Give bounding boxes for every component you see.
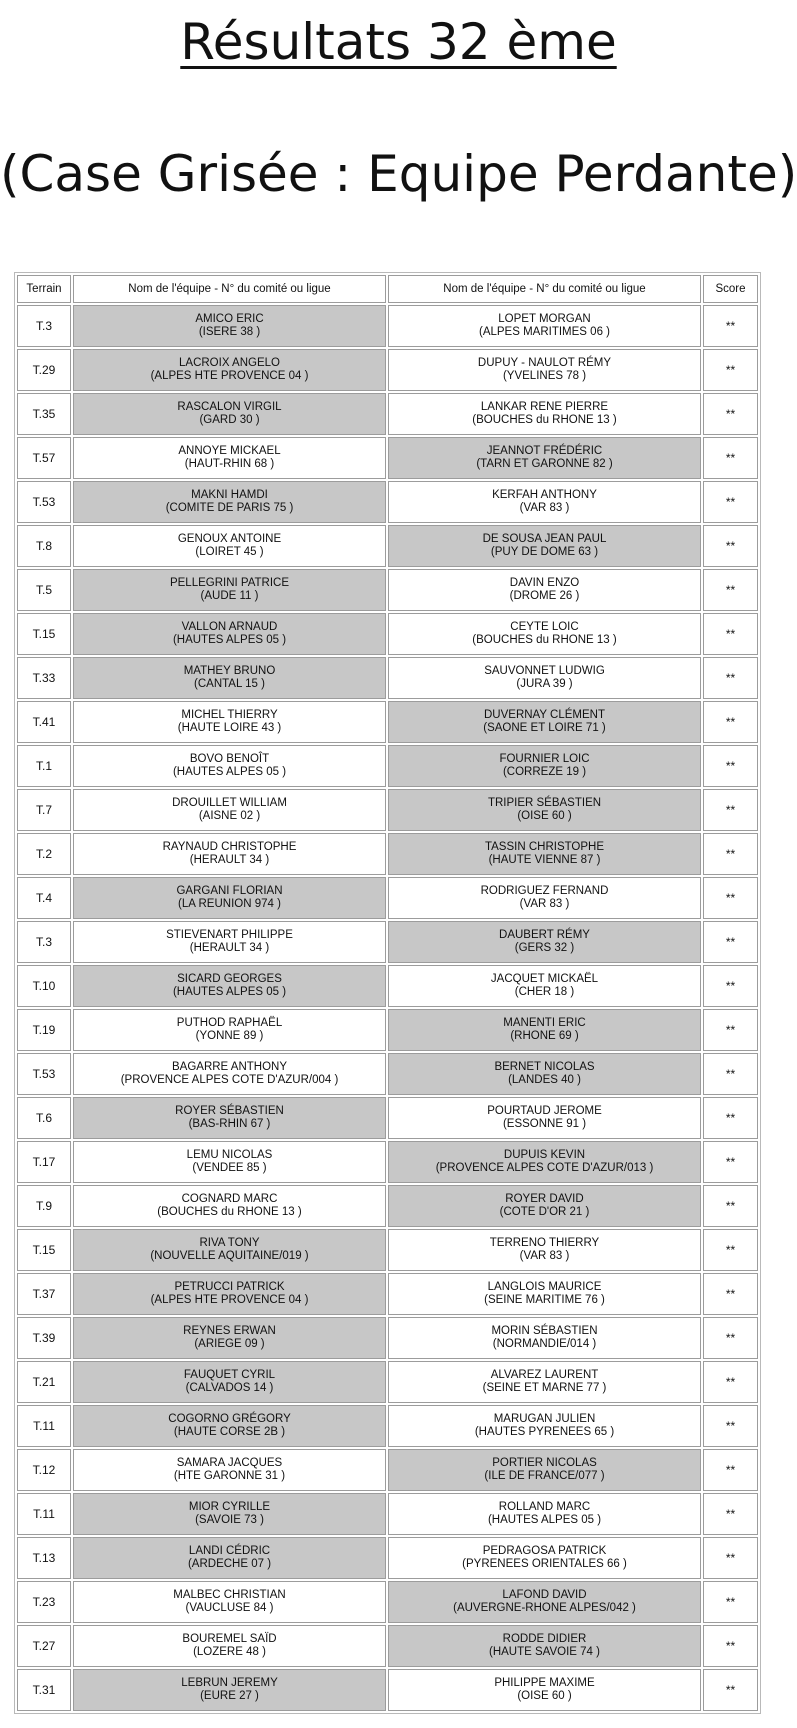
table-row [17, 437, 758, 479]
team1-cell [73, 305, 386, 347]
team1-cell [73, 1141, 386, 1183]
team-name: LEMU NICOLAS [186, 1149, 273, 1161]
table-row [17, 1141, 758, 1183]
team-committee: (GERS 32 ) [514, 942, 575, 954]
team-committee: (HTE GARONNE 31 ) [173, 1470, 286, 1482]
court-cell: T.13 [17, 1537, 71, 1579]
court-cell: T.35 [17, 393, 71, 435]
team-name: SAUVONNET LUDWIG [484, 665, 605, 677]
table-row [17, 1273, 758, 1315]
team1-cell [73, 1537, 386, 1579]
page-subtitle: (Case Grisée : Equipe Perdante) [0, 145, 797, 203]
team-name: PHILIPPE MAXIME [494, 1677, 595, 1689]
team2-cell [388, 877, 701, 919]
score-cell: ** [703, 1669, 758, 1711]
team-committee: (BOUCHES du RHONE 13 ) [472, 634, 617, 646]
team2-cell [388, 1669, 701, 1711]
team-name: LEBRUN JEREMY [181, 1677, 278, 1689]
team2-cell [388, 1097, 701, 1139]
team-committee: (OISE 60 ) [517, 1690, 572, 1702]
team-committee: (TARN ET GARONNE 82 ) [476, 458, 613, 470]
court-cell: T.4 [17, 877, 71, 919]
team-committee: (EURE 27 ) [200, 1690, 259, 1702]
table-row [17, 1361, 758, 1403]
team-committee: (HAUT-RHIN 68 ) [184, 458, 275, 470]
table-row [17, 1493, 758, 1535]
score-cell: ** [703, 1625, 758, 1667]
team2-cell [388, 1009, 701, 1051]
team-committee: (ALPES HTE PROVENCE 04 ) [150, 370, 309, 382]
team2-cell [388, 1185, 701, 1227]
team2-cell [388, 305, 701, 347]
team-name: REYNES ERWAN [183, 1325, 276, 1337]
team-name: KERFAH ANTHONY [492, 489, 597, 501]
team1-cell [73, 1449, 386, 1491]
table-row [17, 745, 758, 787]
team-name: RAYNAUD CHRISTOPHE [162, 841, 297, 853]
team2-cell [388, 1405, 701, 1447]
score-cell: ** [703, 789, 758, 831]
court-cell: T.31 [17, 1669, 71, 1711]
team1-cell [73, 1493, 386, 1535]
team-committee: (NORMANDIE/014 ) [492, 1338, 597, 1350]
team-name: VALLON ARNAUD [181, 621, 278, 633]
team-committee: (PROVENCE ALPES COTE D'AZUR/013 ) [435, 1162, 654, 1174]
team-name: ROYER DAVID [505, 1193, 584, 1205]
score-cell: ** [703, 1493, 758, 1535]
team-committee: (HAUTES ALPES 05 ) [172, 986, 287, 998]
score-cell: ** [703, 921, 758, 963]
team-committee: (AISNE 02 ) [198, 810, 261, 822]
court-cell: T.11 [17, 1493, 71, 1535]
team-name: SICARD GEORGES [177, 973, 282, 985]
team-name: FOURNIER LOIC [499, 753, 590, 765]
team-name: LANGLOIS MAURICE [487, 1281, 602, 1293]
team1-cell [73, 1669, 386, 1711]
team1-cell [73, 877, 386, 919]
court-cell: T.57 [17, 437, 71, 479]
results-table [15, 273, 760, 1713]
score-cell: ** [703, 393, 758, 435]
team-name: RODRIGUEZ FERNAND [480, 885, 609, 897]
team-name: COGORNO GRÉGORY [168, 1413, 291, 1425]
team1-cell [73, 1405, 386, 1447]
team1-cell [73, 393, 386, 435]
team-name: BOUREMEL SAÏD [182, 1633, 277, 1645]
team-committee: (DROME 26 ) [509, 590, 580, 602]
team-committee: (HAUTE SAVOIE 74 ) [489, 1646, 600, 1658]
table-row [17, 305, 758, 347]
team-committee: (HAUTES PYRENEES 65 ) [474, 1426, 615, 1438]
table-row [17, 921, 758, 963]
team2-cell [388, 1053, 701, 1095]
court-cell: T.15 [17, 613, 71, 655]
results-table-header [17, 275, 758, 303]
team-name: PETRUCCI PATRICK [174, 1281, 285, 1293]
team2-cell [388, 965, 701, 1007]
team-name: LACROIX ANGELO [179, 357, 280, 369]
team-committee: (PUY DE DOME 63 ) [490, 546, 599, 558]
table-row [17, 1317, 758, 1359]
page-title [0, 8, 797, 76]
team-committee: (VAR 83 ) [519, 502, 570, 514]
team-committee: (HERAULT 34 ) [189, 942, 270, 954]
team-name: MIOR CYRILLE [188, 1501, 271, 1513]
team2-cell [388, 613, 701, 655]
team-committee: (LA REUNION 974 ) [178, 898, 281, 910]
team-committee: (ILE DE FRANCE/077 ) [484, 1470, 605, 1482]
team1-cell [73, 1185, 386, 1227]
team-name: DUVERNAY CLÉMENT [484, 709, 605, 721]
team-committee: (CORREZE 19 ) [502, 766, 587, 778]
team1-cell [73, 613, 386, 655]
team-name: PUTHOD RAPHAËL [176, 1017, 283, 1029]
team-committee: (COMITE DE PARIS 75 ) [165, 502, 294, 514]
header-row [17, 275, 758, 303]
table-row [17, 1097, 758, 1139]
table-row [17, 1229, 758, 1271]
team1-cell [73, 1097, 386, 1139]
team2-cell [388, 393, 701, 435]
team-name: LANKAR RENE PIERRE [480, 401, 609, 413]
court-cell: T.39 [17, 1317, 71, 1359]
team1-cell [73, 569, 386, 611]
team1-cell [73, 789, 386, 831]
team-name: PORTIER NICOLAS [492, 1457, 597, 1469]
team-name: CEYTE LOIC [510, 621, 579, 633]
table-row [17, 657, 758, 699]
table-row [17, 1009, 758, 1051]
table-row [17, 1405, 758, 1447]
team-committee: (YVELINES 78 ) [502, 370, 587, 382]
score-cell: ** [703, 525, 758, 567]
team1-cell [73, 481, 386, 523]
score-cell: ** [703, 1141, 758, 1183]
team2-cell [388, 745, 701, 787]
team-committee: (PROVENCE ALPES COTE D'AZUR/004 ) [120, 1074, 339, 1086]
team1-cell [73, 745, 386, 787]
team-committee: (PYRENEES ORIENTALES 66 ) [462, 1558, 627, 1570]
team-committee: (YONNE 89 ) [195, 1030, 264, 1042]
team-name: ROLLAND MARC [498, 1501, 591, 1513]
table-row [17, 1669, 758, 1711]
table-row [17, 393, 758, 435]
court-cell: T.11 [17, 1405, 71, 1447]
score-cell: ** [703, 1537, 758, 1579]
score-cell: ** [703, 1581, 758, 1623]
team-committee: (VAR 83 ) [519, 1250, 570, 1262]
team-name: DUPUIS KEVIN [503, 1149, 586, 1161]
court-cell: T.12 [17, 1449, 71, 1491]
team-committee: (RHONE 69 ) [510, 1030, 579, 1042]
score-cell: ** [703, 1317, 758, 1359]
team-committee: (NOUVELLE AQUITAINE/019 ) [150, 1250, 309, 1262]
team1-cell [73, 1229, 386, 1271]
team2-cell [388, 1361, 701, 1403]
team-committee: (SEINE ET MARNE 77 ) [482, 1382, 607, 1394]
team1-cell [73, 1053, 386, 1095]
table-row [17, 1537, 758, 1579]
score-cell: ** [703, 1185, 758, 1227]
court-cell: T.10 [17, 965, 71, 1007]
team-name: TRIPIER SÉBASTIEN [487, 797, 602, 809]
team-name: DAVIN ENZO [509, 577, 580, 589]
team1-cell [73, 965, 386, 1007]
court-cell: T.33 [17, 657, 71, 699]
court-cell: T.3 [17, 921, 71, 963]
table-row [17, 1053, 758, 1095]
team-committee: (COTE D'OR 21 ) [499, 1206, 590, 1218]
team2-cell [388, 701, 701, 743]
team-name: DE SOUSA JEAN PAUL [482, 533, 607, 545]
team-committee: (SAONE ET LOIRE 71 ) [483, 722, 606, 734]
table-row [17, 613, 758, 655]
table-row [17, 877, 758, 919]
team-committee: (CANTAL 15 ) [194, 678, 265, 690]
team2-cell [388, 437, 701, 479]
score-cell: ** [703, 701, 758, 743]
team-committee: (SEINE MARITIME 76 ) [484, 1294, 605, 1306]
team-committee: (SAVOIE 73 ) [195, 1514, 264, 1526]
team-name: GENOUX ANTOINE [177, 533, 282, 545]
court-cell: T.6 [17, 1097, 71, 1139]
team1-cell [73, 921, 386, 963]
court-cell: T.41 [17, 701, 71, 743]
court-cell: T.9 [17, 1185, 71, 1227]
team-name: PELLEGRINI PATRICE [169, 577, 290, 589]
table-row [17, 789, 758, 831]
team-committee: (ISERE 38 ) [198, 326, 261, 338]
score-cell: ** [703, 745, 758, 787]
team-committee: (JURA 39 ) [516, 678, 573, 690]
court-cell: T.7 [17, 789, 71, 831]
court-cell: T.15 [17, 1229, 71, 1271]
team-committee: (HAUTES ALPES 05 ) [487, 1514, 602, 1526]
table-row [17, 569, 758, 611]
team-name: MORIN SÉBASTIEN [491, 1325, 598, 1337]
team2-cell [388, 1229, 701, 1271]
team2-cell [388, 789, 701, 831]
table-row [17, 1449, 758, 1491]
team-name: TASSIN CHRISTOPHE [484, 841, 605, 853]
team-name: BAGARRE ANTHONY [171, 1061, 288, 1073]
team2-cell [388, 1625, 701, 1667]
team-name: ANNOYE MICKAEL [178, 445, 281, 457]
team-committee: (HAUTE LOIRE 43 ) [177, 722, 282, 734]
team-name: MARUGAN JULIEN [493, 1413, 596, 1425]
court-cell: T.27 [17, 1625, 71, 1667]
team2-cell [388, 657, 701, 699]
score-cell: ** [703, 613, 758, 655]
team-committee: (ESSONNE 91 ) [502, 1118, 587, 1130]
score-cell: ** [703, 965, 758, 1007]
court-cell: T.53 [17, 481, 71, 523]
team2-cell [388, 1317, 701, 1359]
team-name: RASCALON VIRGIL [177, 401, 282, 413]
team-name: BERNET NICOLAS [494, 1061, 595, 1073]
court-cell: T.19 [17, 1009, 71, 1051]
team-name: ROYER SÉBASTIEN [175, 1105, 284, 1117]
team2-cell [388, 1581, 701, 1623]
team-name: RODDE DIDIER [502, 1633, 587, 1645]
score-cell: ** [703, 305, 758, 347]
header-score: Score [703, 275, 758, 303]
team-name: POURTAUD JEROME [487, 1105, 602, 1117]
team1-cell [73, 1361, 386, 1403]
team-committee: (LOZERE 48 ) [193, 1646, 266, 1658]
team2-cell [388, 481, 701, 523]
court-cell: T.53 [17, 1053, 71, 1095]
score-cell: ** [703, 349, 758, 391]
team-name: LOPET MORGAN [498, 313, 591, 325]
header-team2: Nom de l'équipe - N° du comité ou ligue [388, 275, 701, 303]
team-name: MATHEY BRUNO [183, 665, 276, 677]
team-committee: (ARIEGE 09 ) [194, 1338, 265, 1350]
court-cell: T.37 [17, 1273, 71, 1315]
team-committee: (BOUCHES du RHONE 13 ) [157, 1206, 302, 1218]
team2-cell [388, 349, 701, 391]
team-committee: (HERAULT 34 ) [189, 854, 270, 866]
team-name: DUPUY - NAULOT RÉMY [477, 357, 612, 369]
table-row [17, 1185, 758, 1227]
team-name: MICHEL THIERRY [181, 709, 278, 721]
team-name: DAUBERT RÉMY [499, 929, 590, 941]
score-cell: ** [703, 1449, 758, 1491]
team-name: STIEVENART PHILIPPE [166, 929, 293, 941]
team2-cell [388, 1449, 701, 1491]
score-cell: ** [703, 1273, 758, 1315]
team1-cell [73, 437, 386, 479]
court-cell: T.17 [17, 1141, 71, 1183]
team-name: AMICO ERIC [195, 313, 264, 325]
table-row [17, 833, 758, 875]
team-name: MANENTI ERIC [503, 1017, 586, 1029]
team1-cell [73, 349, 386, 391]
team-name: TERRENO THIERRY [489, 1237, 600, 1249]
team-name: RIVA TONY [199, 1237, 260, 1249]
team-name: JEANNOT FRÉDÉRIC [486, 445, 603, 457]
team2-cell [388, 1537, 701, 1579]
team-committee: (AUDE 11 ) [200, 590, 259, 602]
team-committee: (CALVADOS 14 ) [185, 1382, 274, 1394]
header-team1: Nom de l'équipe - N° du comité ou ligue [73, 275, 386, 303]
team-committee: (OISE 60 ) [517, 810, 572, 822]
score-cell: ** [703, 569, 758, 611]
court-cell: T.29 [17, 349, 71, 391]
team-committee: (ALPES MARITIMES 06 ) [478, 326, 610, 338]
team-name: MAKNI HAMDI [191, 489, 268, 501]
page-title-text: Résultats 32 ème [180, 13, 617, 71]
team-committee: (CHER 18 ) [514, 986, 575, 998]
team2-cell [388, 1141, 701, 1183]
team-committee: (VAR 83 ) [519, 898, 570, 910]
team1-cell [73, 525, 386, 567]
score-cell: ** [703, 877, 758, 919]
team-name: ALVAREZ LAURENT [490, 1369, 599, 1381]
team1-cell [73, 833, 386, 875]
team1-cell [73, 1009, 386, 1051]
team-name: SAMARA JACQUES [176, 1457, 283, 1469]
team2-cell [388, 569, 701, 611]
score-cell: ** [703, 1097, 758, 1139]
score-cell: ** [703, 481, 758, 523]
team-name: DROUILLET WILLIAM [172, 797, 287, 809]
court-cell: T.3 [17, 305, 71, 347]
score-cell: ** [703, 1053, 758, 1095]
team-committee: (LANDES 40 ) [508, 1074, 581, 1086]
table-row [17, 481, 758, 523]
team-committee: (HAUTES ALPES 05 ) [172, 766, 287, 778]
team-committee: (ARDECHE 07 ) [187, 1558, 272, 1570]
team1-cell [73, 1273, 386, 1315]
team-name: JACQUET MICKAËL [490, 973, 599, 985]
header-court: Terrain [17, 275, 71, 303]
team1-cell [73, 1625, 386, 1667]
team2-cell [388, 921, 701, 963]
score-cell: ** [703, 1405, 758, 1447]
team-name: MALBEC CHRISTIAN [173, 1589, 286, 1601]
team-committee: (HAUTE VIENNE 87 ) [488, 854, 601, 866]
team-committee: (GARD 30 ) [199, 414, 260, 426]
table-row [17, 1581, 758, 1623]
score-cell: ** [703, 1229, 758, 1271]
team-committee: (VAUCLUSE 84 ) [185, 1602, 274, 1614]
team-committee: (VENDEE 85 ) [192, 1162, 267, 1174]
team1-cell [73, 1581, 386, 1623]
table-row [17, 525, 758, 567]
team-name: LAFOND DAVID [502, 1589, 587, 1601]
team1-cell [73, 657, 386, 699]
team-name: FAUQUET CYRIL [183, 1369, 276, 1381]
team-name: LANDI CÉDRIC [188, 1545, 271, 1557]
team-name: BOVO BENOÎT [189, 753, 270, 765]
team2-cell [388, 525, 701, 567]
court-cell: T.8 [17, 525, 71, 567]
score-cell: ** [703, 437, 758, 479]
team1-cell [73, 1317, 386, 1359]
team2-cell [388, 833, 701, 875]
score-cell: ** [703, 1361, 758, 1403]
table-row [17, 349, 758, 391]
team-name: GARGANI FLORIAN [176, 885, 283, 897]
team-committee: (BAS-RHIN 67 ) [188, 1118, 271, 1130]
team1-cell [73, 701, 386, 743]
team-committee: (HAUTES ALPES 05 ) [172, 634, 287, 646]
table-row [17, 965, 758, 1007]
court-cell: T.2 [17, 833, 71, 875]
team-committee: (HAUTE CORSE 2B ) [173, 1426, 286, 1438]
table-row [17, 1625, 758, 1667]
team-committee: (BOUCHES du RHONE 13 ) [472, 414, 617, 426]
team2-cell [388, 1273, 701, 1315]
results-table-body [17, 305, 758, 1711]
team2-cell [388, 1493, 701, 1535]
court-cell: T.1 [17, 745, 71, 787]
score-cell: ** [703, 1009, 758, 1051]
table-row [17, 701, 758, 743]
score-cell: ** [703, 657, 758, 699]
team-committee: (ALPES HTE PROVENCE 04 ) [150, 1294, 309, 1306]
team-committee: (LOIRET 45 ) [195, 546, 264, 558]
court-cell: T.23 [17, 1581, 71, 1623]
court-cell: T.21 [17, 1361, 71, 1403]
team-committee: (AUVERGNE-RHONE ALPES/042 ) [453, 1602, 636, 1614]
court-cell: T.5 [17, 569, 71, 611]
team-name: PEDRAGOSA PATRICK [482, 1545, 607, 1557]
team-name: COGNARD MARC [181, 1193, 278, 1205]
score-cell: ** [703, 833, 758, 875]
